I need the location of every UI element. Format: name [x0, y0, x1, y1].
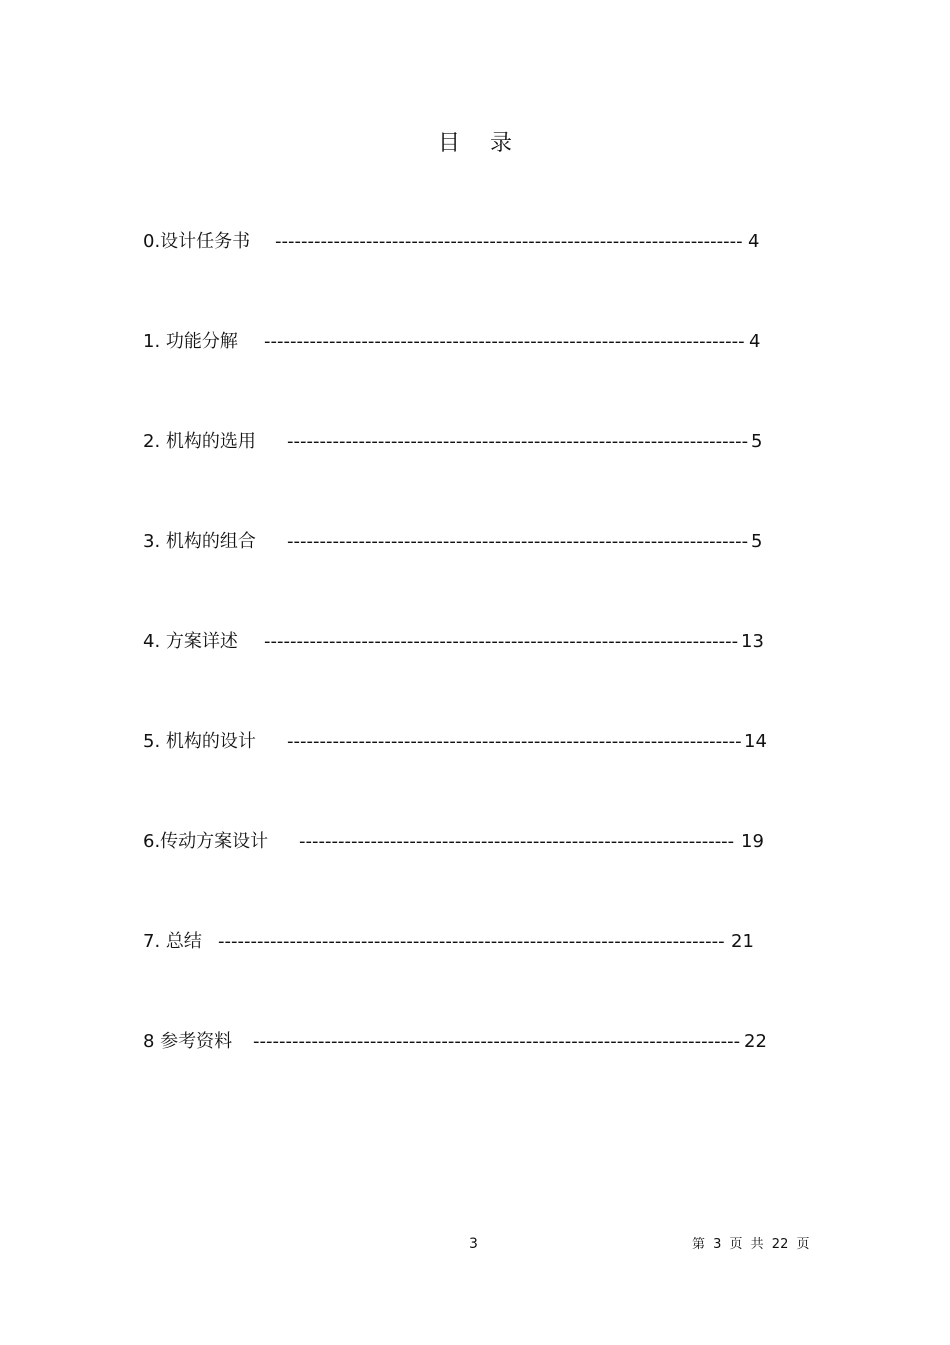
toc-entry-page: 4 [748, 231, 760, 252]
page-count-info: 第 3 页 共 22 页 [692, 1237, 810, 1252]
toc-entry-page: 22 [744, 1031, 767, 1052]
toc-entry-page: 14 [744, 731, 767, 752]
toc-entry-leader: ----------------------------------------------------------------------- [287, 431, 749, 452]
toc-entry[interactable] [143, 928, 773, 1028]
toc-entry-page: 5 [751, 531, 763, 552]
toc-entry-page: 5 [751, 431, 763, 452]
toc-entry-page: 19 [741, 831, 764, 852]
toc-entry-label: 1. 功能分解 [143, 331, 238, 352]
toc-entry-label: 3. 机构的组合 [143, 531, 256, 552]
toc-entry-page: 13 [741, 631, 764, 652]
toc-entry-page: 21 [731, 931, 754, 952]
toc-title-char-2: 录 [490, 131, 513, 156]
toc-title [0, 126, 950, 157]
toc-entry-label: 8 参考资料 [143, 1031, 233, 1052]
toc-entry[interactable] [143, 628, 773, 728]
toc-entry-leader: ----------------------------------------------------------------------- [287, 531, 749, 552]
toc-entry[interactable] [143, 228, 773, 328]
toc-entry-label: 6.传动方案设计 [143, 831, 269, 852]
toc-entry-leader: ------------------------------------------------------------------------------ [218, 931, 725, 952]
toc-entry-leader: ------------------------------------------------------------------- [299, 831, 735, 852]
toc-entry-leader: ---------------------------------------------------------------------- [287, 731, 742, 752]
toc-entry-label: 4. 方案详述 [143, 631, 238, 652]
toc-entry[interactable] [143, 1028, 773, 1128]
toc-entry-leader: -------------------------------------------------------------------------- [264, 331, 745, 352]
toc-entry-label: 5. 机构的设计 [143, 731, 256, 752]
toc-entry[interactable] [143, 728, 773, 828]
table-of-contents [143, 228, 773, 1128]
toc-entry-label: 2. 机构的选用 [143, 431, 256, 452]
page-number: 3 [469, 1236, 478, 1252]
toc-entry-label: 7. 总结 [143, 931, 202, 952]
toc-title-char-1: 目 [437, 131, 460, 156]
toc-entry-leader: ------------------------------------------------------------------------ [275, 231, 743, 252]
toc-entry[interactable] [143, 428, 773, 528]
toc-entry-leader: ------------------------------------------------------------------------- [264, 631, 739, 652]
toc-entry[interactable] [143, 328, 773, 428]
toc-entry-leader: --------------------------------------------------------------------------- [253, 1031, 741, 1052]
toc-entry[interactable] [143, 828, 773, 928]
toc-entry-page: 4 [749, 331, 761, 352]
toc-entry[interactable] [143, 528, 773, 628]
toc-entry-label: 0.设计任务书 [143, 231, 251, 252]
